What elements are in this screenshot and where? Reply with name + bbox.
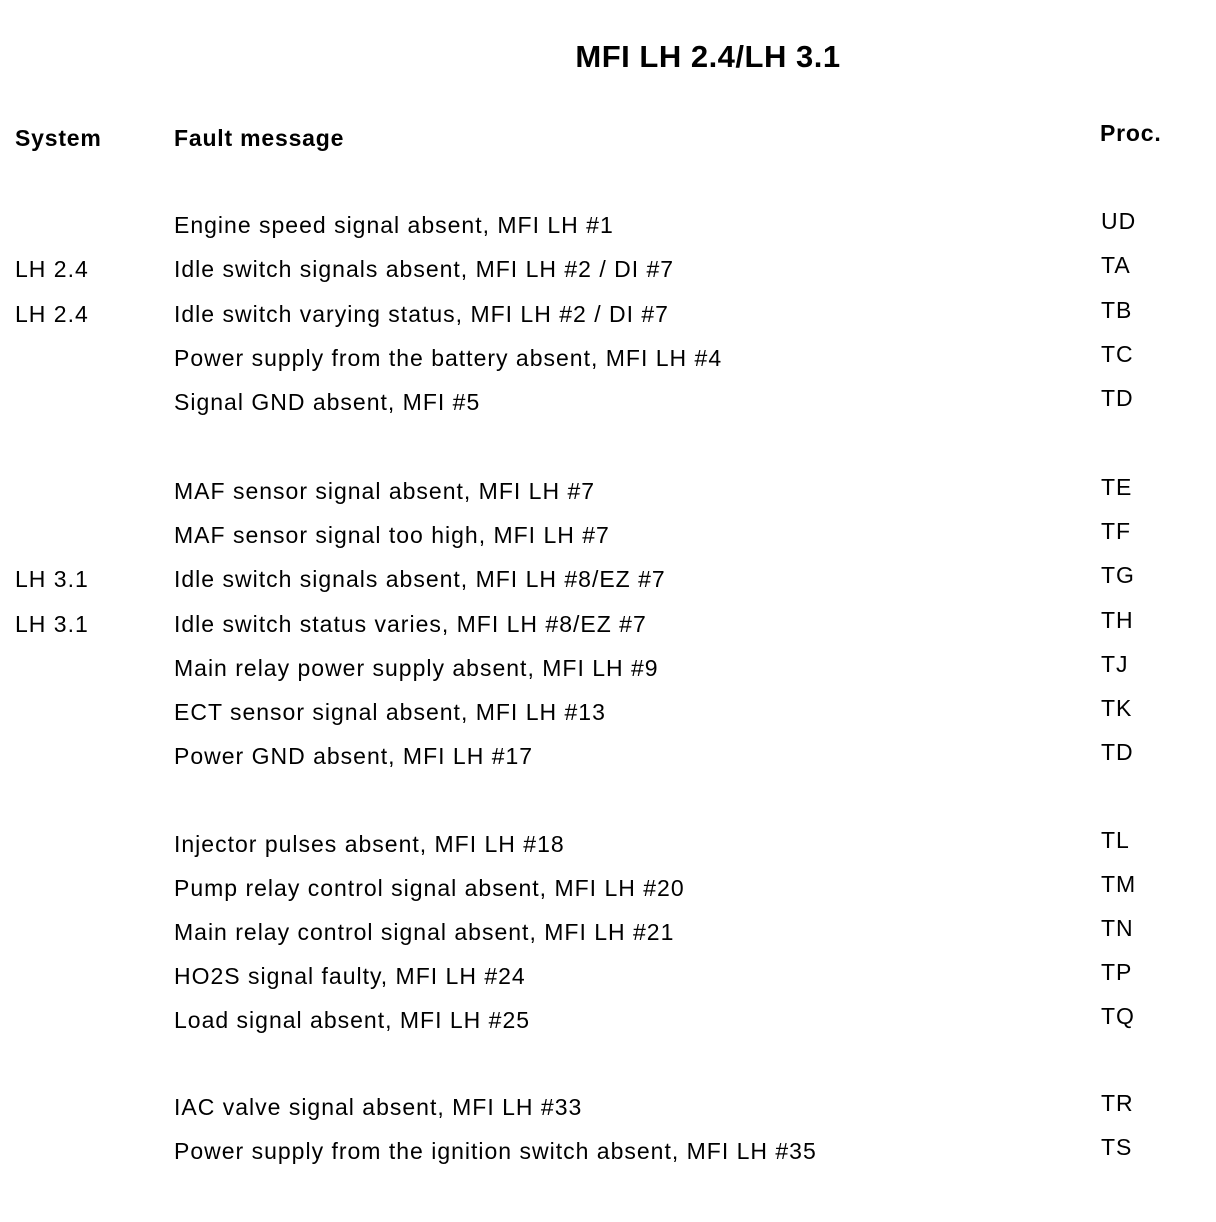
fault-message-cell: IAC valve signal absent, MFI LH #33 bbox=[174, 1094, 583, 1120]
procedure-code-cell: TM bbox=[1101, 871, 1137, 897]
procedure-code-cell: TR bbox=[1101, 1090, 1134, 1116]
fault-message-cell: Main relay power supply absent, MFI LH #9 bbox=[174, 655, 659, 681]
table-row bbox=[0, 917, 1216, 947]
table-row bbox=[0, 1005, 1216, 1035]
fault-message-cell: Power GND absent, MFI LH #17 bbox=[174, 743, 534, 769]
procedure-code-cell: TH bbox=[1101, 607, 1134, 633]
procedure-code-cell: TP bbox=[1101, 959, 1133, 985]
fault-message-cell: Engine speed signal absent, MFI LH #1 bbox=[174, 212, 614, 238]
procedure-code-cell: TL bbox=[1101, 827, 1130, 853]
procedure-code-cell: TG bbox=[1101, 562, 1135, 588]
system-cell: LH 3.1 bbox=[15, 611, 89, 637]
fault-message-cell: Pump relay control signal absent, MFI LH #20 bbox=[174, 875, 685, 901]
table-row bbox=[0, 1092, 1216, 1122]
system-cell: LH 3.1 bbox=[15, 566, 89, 592]
procedure-code-cell: UD bbox=[1101, 208, 1137, 234]
fault-message-cell: Idle switch varying status, MFI LH #2 / DI #7 bbox=[174, 301, 669, 327]
table-row bbox=[0, 343, 1216, 373]
procedure-code-cell: TE bbox=[1101, 474, 1133, 500]
fault-message-cell: Power supply from the battery absent, MFI LH #4 bbox=[174, 345, 723, 371]
table-row bbox=[0, 520, 1216, 550]
system-cell: LH 2.4 bbox=[15, 301, 89, 327]
document-title: MFI LH 2.4/LH 3.1 bbox=[575, 39, 841, 74]
procedure-code-cell: TN bbox=[1101, 915, 1134, 941]
fault-message-cell: Load signal absent, MFI LH #25 bbox=[174, 1007, 531, 1033]
fault-message-cell: HO2S signal faulty, MFI LH #24 bbox=[174, 963, 526, 989]
fault-message-cell: ECT sensor signal absent, MFI LH #13 bbox=[174, 699, 606, 725]
fault-message-cell: MAF sensor signal too high, MFI LH #7 bbox=[174, 522, 610, 548]
table-row bbox=[0, 564, 1216, 594]
fault-message-cell: Main relay control signal absent, MFI LH #21 bbox=[174, 919, 675, 945]
procedure-code-cell: TK bbox=[1101, 695, 1133, 721]
table-row bbox=[0, 653, 1216, 683]
table-row bbox=[0, 1136, 1216, 1166]
column-header-system: System bbox=[15, 125, 102, 151]
fault-message-cell: Signal GND absent, MFI #5 bbox=[174, 389, 481, 415]
table-row bbox=[0, 254, 1216, 284]
table-row bbox=[0, 741, 1216, 771]
column-header-fault-message: Fault message bbox=[174, 125, 345, 151]
procedure-code-cell: TA bbox=[1101, 252, 1131, 278]
procedure-code-cell: TS bbox=[1101, 1134, 1133, 1160]
fault-message-cell: Idle switch status varies, MFI LH #8/EZ #7 bbox=[174, 611, 647, 637]
procedure-code-cell: TC bbox=[1101, 341, 1134, 367]
procedure-code-cell: TJ bbox=[1101, 651, 1129, 677]
table-row bbox=[0, 829, 1216, 859]
procedure-code-cell: TD bbox=[1101, 739, 1134, 765]
table-row bbox=[0, 961, 1216, 991]
fault-message-cell: Injector pulses absent, MFI LH #18 bbox=[174, 831, 565, 857]
procedure-code-cell: TQ bbox=[1101, 1003, 1135, 1029]
fault-message-cell: Power supply from the ignition switch absent, MFI LH #35 bbox=[174, 1138, 817, 1164]
column-header-procedure: Proc. bbox=[1100, 120, 1162, 146]
procedure-code-cell: TD bbox=[1101, 385, 1134, 411]
fault-message-cell: Idle switch signals absent, MFI LH #8/EZ #7 bbox=[174, 566, 666, 592]
fault-message-cell: Idle switch signals absent, MFI LH #2 / DI #7 bbox=[174, 256, 675, 282]
table-row bbox=[0, 210, 1216, 240]
table-row bbox=[0, 697, 1216, 727]
system-cell: LH 2.4 bbox=[15, 256, 89, 282]
table-row bbox=[0, 609, 1216, 639]
table-row bbox=[0, 873, 1216, 903]
table-row bbox=[0, 476, 1216, 506]
procedure-code-cell: TB bbox=[1101, 297, 1133, 323]
fault-message-cell: MAF sensor signal absent, MFI LH #7 bbox=[174, 478, 596, 504]
table-row bbox=[0, 299, 1216, 329]
table-row bbox=[0, 387, 1216, 417]
procedure-code-cell: TF bbox=[1101, 518, 1132, 544]
